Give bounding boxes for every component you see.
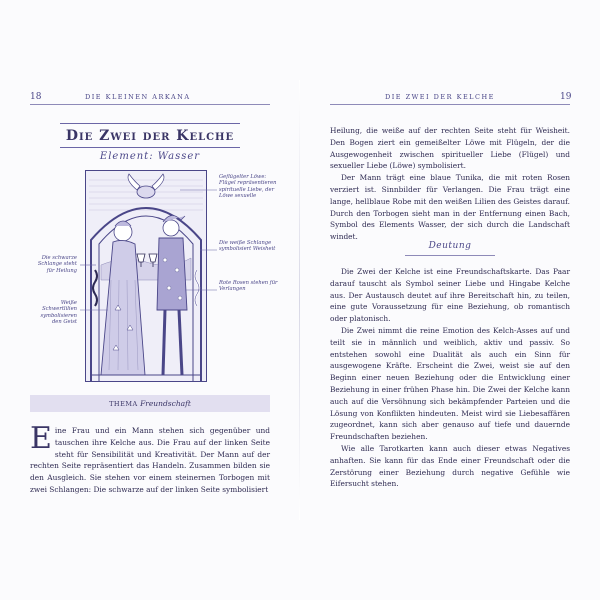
right-running-head: DIE ZWEI DER KELCHE bbox=[385, 93, 495, 101]
two-of-cups-card-illustration bbox=[85, 170, 207, 382]
title-rule-top bbox=[60, 123, 240, 124]
title-rule-bottom bbox=[60, 147, 240, 148]
left-paragraph-1 bbox=[30, 421, 270, 496]
deutung-rule bbox=[405, 255, 495, 256]
right-paragraph-3: Die Zwei der Kelche ist eine Freundschaftskarte. Das Paar darauf tauscht als Symbol seiner Liebe und Hingabe Kelche aus. Der Austausch deutet auf ihre Bereitschaft hin, zu teilen, eine gute Voraussetzung für eine Beziehung, ob romantisch oder platonisch. bbox=[330, 267, 570, 324]
right-body-text-top bbox=[330, 125, 570, 243]
left-body-text bbox=[30, 421, 270, 496]
card-element: Element: Wasser bbox=[99, 151, 201, 162]
annotation-winged-lion: Geflügelter Löwe: Flügel repräsentieren spirituelle Liebe, der Löwe sexuelle bbox=[219, 174, 277, 200]
left-paragraph-1-text: ine Frau und ein Mann stehen sich gegenüber und tauschen ihre Kelche aus. Die Frau auf der linken Seite steht für Sensibilität und Kreativität. Der Mann auf der rechten Seite repräsentiert das Handeln. Zusammen bilden sie den Ausgleich. Sie stehen vor einem steinernen Torbogen mit zwei Schlangen: Die schwarze auf der linken Seite symbolisiert bbox=[30, 426, 270, 494]
right-paragraph-4: Die Zwei nimmt die reine Emotion des Kelch-Asses auf und teilt sie in männlich und weiblich, aktiv und passiv. So entstehen sowohl eine Dualität als auch ein Sinn für ausgewogene Kräfte. Erscheint die Zwei, weist sie auf den Beginn einer neuen Beziehung oder die Entwicklung einer Beziehung in einer frühen Phase hin. Die Zwei der Kelche kann auch auf die Versöhnung sich bekämpfender Parteien und die Lösung von Konflikten hindeuten. Meist wird sie Liebesaffären zugeordnet, kann sich aber genauso auf tiefe und dauernde Freundschaften beziehen. bbox=[330, 325, 570, 442]
left-running-head: DIE KLEINEN ARKANA bbox=[85, 93, 191, 101]
book-gutter bbox=[299, 80, 300, 520]
theme-value: Freundschaft bbox=[140, 399, 191, 408]
left-header-rule bbox=[30, 104, 270, 105]
left-page-number: 18 bbox=[30, 92, 42, 102]
right-page-number: 19 bbox=[560, 92, 572, 102]
right-paragraph-5: Wie alle Tarotkarten kann auch dieser etwas Negatives anhaften. Sie kann für das Ende einer Freundschaft oder die Zerstörung einer Beziehung durch negative Gefühle wie Eifersucht stehen. bbox=[330, 443, 570, 489]
right-body-text-bottom bbox=[330, 266, 570, 490]
annotation-white-snake: Die weiße Schlange symbolisiert Weisheit bbox=[219, 240, 276, 253]
deutung-heading: Deutung bbox=[428, 241, 472, 251]
right-header-rule bbox=[330, 104, 570, 105]
drop-cap: E bbox=[30, 421, 52, 456]
annotation-red-roses: Rote Rosen stehen für Verlangen bbox=[219, 280, 278, 293]
theme-label: THEMA bbox=[109, 400, 138, 408]
annotation-black-snake: Die schwarze Schlange steht für Heilung bbox=[37, 255, 77, 274]
right-paragraph-1: Heilung, die weiße auf der rechten Seite steht für Weisheit. Den Bogen ziert ein gemeißelter Löwe mit Flügeln, der die Ausgewogenheit zwischen spiritueller Liebe (Flügel) und sexueller Liebe (Löwe) symbolisiert. bbox=[330, 126, 570, 171]
theme-band bbox=[30, 395, 270, 412]
right-paragraph-2: Der Mann trägt eine blaue Tunika, die mit roten Rosen verziert ist. Sinnbilder für Verlangen. Die Frau trägt eine lange, hellblaue Robe mit den weißen Lilien des Geistes darauf. Durch den Torbogen sieht man in der Entfernung einen Bach, Symbol des Elements Wasser, der sich durch die Landschaft windet. bbox=[330, 173, 570, 242]
annotation-white-lilies: Weiße Schwertlilien symbolisieren den Geist bbox=[40, 300, 77, 326]
card-title: Die Zwei der Kelche bbox=[65, 128, 235, 144]
